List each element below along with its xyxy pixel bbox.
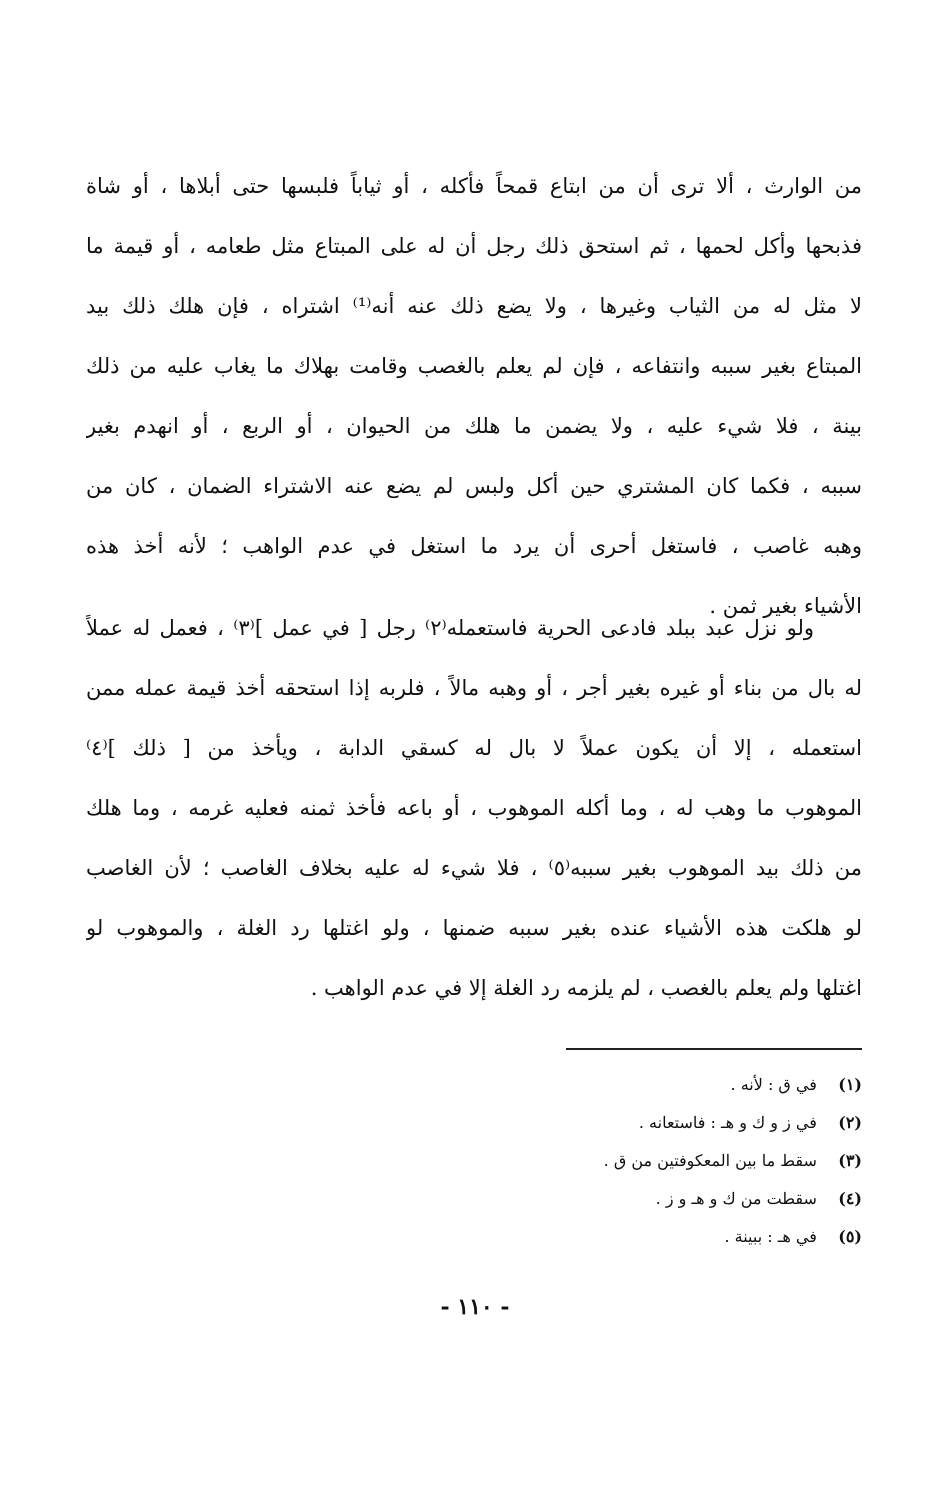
paragraph-line: له بال من بناء أو غيره بغير أجر ، أو وهبه مالاً ، فلربه إذا استحقه أخذ قيمة عمله ممن <box>86 676 862 700</box>
paragraph-line: بينة ، فلا شيء عليه ، ولا يضمن ما هلك من الحيوان ، أو الربع ، أو انهدم بغير <box>86 414 862 438</box>
footnote-text: في ق : لأنه . <box>730 1075 817 1094</box>
paragraph-line: فذبحها وأكل لحمها ، ثم استحق ذلك رجل أن له على المبتاع مثل طعامه ، أو قيمة ما <box>86 234 862 258</box>
paragraph-line: ولو نزل عبد ببلد فادعى الحرية فاستعمله⁽٢⁾ رجل [ في عمل ]⁽٣⁾ ، فعمل له عملاً <box>86 616 814 640</box>
paragraph-line: الموهوب ما وهب له ، وما أكله الموهوب ، أو باعه فأخذ ثمنه فعليه غرمه ، وما هلك <box>86 796 862 820</box>
footnote-text: سقطت من ك و هـ و ز . <box>655 1189 817 1208</box>
paragraph-line: سببه ، فكما كان المشتري حين أكل ولبس لم يضع عنه الاشتراء الضمان ، كان من <box>86 474 862 498</box>
footnote-item <box>362 1142 862 1180</box>
footnote-number: (٥) <box>838 1227 862 1246</box>
paragraph-line: الأشياء بغير ثمن . <box>709 594 862 618</box>
footnotes <box>362 1066 862 1256</box>
footnote-number: (٢) <box>838 1113 862 1132</box>
paragraph-line: المبتاع بغير سببه وانتفاعه ، فإن لم يعلم بالغصب وقامت بهلاك ما يغاب عليه من ذلك <box>86 354 862 378</box>
footnote-text: سقط ما بين المعكوفتين من ق . <box>603 1151 817 1170</box>
footnote-item <box>362 1218 862 1256</box>
footnote-item <box>362 1066 862 1104</box>
footnote-separator <box>566 1048 862 1050</box>
paragraph-line: استعمله ، إلا أن يكون عملاً لا بال له كسقي الدابة ، ويأخذ من [ ذلك ]⁽٤⁾ <box>86 736 862 760</box>
paragraph-line: اغتلها ولم يعلم بالغصب ، لم يلزمه رد الغلة إلا في عدم الواهب . <box>310 976 862 1000</box>
footnote-number: (٣) <box>838 1151 862 1170</box>
paragraph-line: من ذلك بيد الموهوب بغير سببه⁽٥⁾ ، فلا شيء له عليه بخلاف الغاصب ؛ لأن الغاصب <box>86 856 862 880</box>
paragraph-line: لا مثل له من الثياب وغيرها ، ولا يضع ذلك عنه أنه⁽¹⁾ اشتراه ، فإن هلك ذلك بيد <box>86 294 862 318</box>
footnote-text: في هـ : ببينة . <box>724 1227 817 1246</box>
paragraph-line: من الوارث ، ألا ترى أن من ابتاع قمحاً فأكله ، أو ثياباً فلبسها حتى أبلاها ، أو شاة <box>86 174 862 198</box>
footnote-item <box>362 1180 862 1218</box>
paragraph-line: لو هلكت هذه الأشياء عنده بغير سببه ضمنها ، ولو اغتلها رد الغلة ، والموهوب لو <box>86 916 862 940</box>
paragraph-line: وهبه غاصب ، فاستغل أحرى أن يرد ما استغل في عدم الواهب ؛ لأنه أخذ هذه <box>86 534 862 558</box>
footnote-number: (٤) <box>838 1189 862 1208</box>
footnote-text: في ز و ك و هـ : فاستعانه . <box>638 1113 817 1132</box>
paragraph-2 <box>86 598 862 1018</box>
footnote-number: (١) <box>838 1075 862 1094</box>
footnote-item <box>362 1104 862 1142</box>
paragraph-1 <box>86 156 862 636</box>
page-number: - ١١٠ - <box>440 1294 510 1320</box>
